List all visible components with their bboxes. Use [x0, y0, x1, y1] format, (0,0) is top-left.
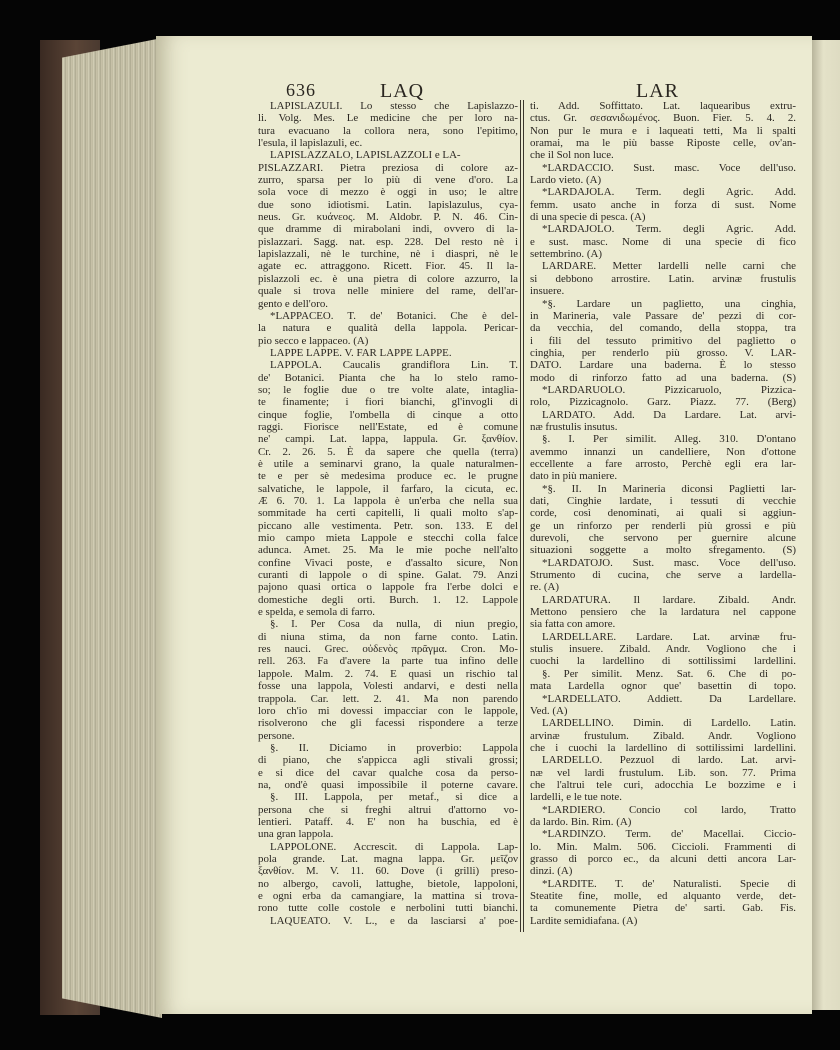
text-line: adunca. Amet. 25. Ma le mie poche nell'alto — [258, 544, 518, 557]
text-line: domestiche degli orti. Burch. 1. 12. Lappole — [258, 593, 518, 606]
text-line: *LARDIERO. Concio col lardo, Tratto — [542, 803, 796, 816]
text-line: cinghia, per renderlo più grosso. V. LAR- — [530, 346, 796, 359]
text-line: femm. usato anche in forza di sust. Nome — [530, 198, 796, 211]
text-line: so; le foglie due o tre volte alate, intaglia- — [258, 383, 518, 396]
text-line: mata Lardella ognor que' basettin di topo. — [530, 680, 796, 693]
text-line: LAPPOLONE. Accrescit. di Lappola. Lap- — [270, 840, 518, 853]
text-line: tura evacuano la collora nera, sono l'epitimo, — [258, 124, 518, 137]
text-line: lardelli, e le tue note. — [530, 791, 622, 804]
text-line: settembrino. (A) — [530, 248, 602, 261]
text-line: te finamente; i fiori bianchi, gl'invogli di — [258, 396, 518, 409]
text-line: da vecchia, del comando, della stoppa, tra — [530, 322, 796, 335]
text-line: pajono quasi ortica o lappole fra l'erbe dolci e — [258, 581, 518, 594]
text-line: *LARDITE. T. de' Naturalisti. Specie di — [542, 877, 796, 890]
right-column — [530, 100, 796, 927]
text-line: res nauci. Grec. οὐδενὸς πρᾶγμα. Cron. Mo- — [258, 643, 518, 656]
text-line: *§. II. In Marineria diconsi Paglietti lar- — [542, 482, 796, 495]
text-line: stulis insuere. Zibald. Andr. Vogliono che i — [530, 643, 796, 656]
text-line: e si dice del cavar qualche cosa da perso- — [258, 766, 518, 779]
text-line: avemmo innanzi un candelliere, Non d'ottone — [530, 445, 796, 458]
text-line: rell. 263. Fa d'avere la parte tua infino delle — [258, 655, 518, 668]
text-line: *LARDACCIO. Sust. masc. Voce dell'uso. — [542, 161, 796, 174]
text-line: rolo, Pizzicagnolo. Garz. Piazz. 77. (Berg) — [530, 396, 796, 409]
text-line: LARDARE. Metter lardelli nelle carni che — [542, 260, 796, 273]
text-line: *LARDARUOLO. Pizzicaruolo, Pizzica- — [542, 383, 796, 396]
text-line: che il Sol non luce. — [530, 149, 614, 162]
text-line: e ogni erba da camangiare, la mattina si trova- — [258, 890, 518, 902]
text-line: ta comunemente Pietra de' sarti. Gab. Fis. — [530, 902, 796, 915]
text-line: ξανθίον. M. V. 11. 60. Dove (i grilli) preso- — [258, 865, 518, 878]
text-line: LARDATURA. Il lardare. Zibald. Andr. — [542, 593, 796, 606]
text-line: di piano, che s'appicca agli stivali grossi; — [258, 754, 518, 767]
text-line: *LARDAJOLO. Term. degli Agric. Add. — [542, 223, 796, 236]
text-line: pislazzari. Sagg. nat. esp. 228. Del resto nè i — [258, 235, 518, 248]
text-line: loro ch'io mi dovessi impacciar con le lappole, — [258, 704, 518, 717]
text-line: e sust. masc. Nome di una specie di fico — [530, 235, 796, 248]
text-line: LAPISLAZULI. Lo stesso che Lapislazzo- — [270, 100, 518, 112]
text-line: confine Vivaci poste, e d'assalto sicure, Non — [258, 556, 518, 569]
text-line: grasso di porco ec., da alcuni detti ancora Lar- — [530, 852, 796, 865]
text-line: §. I. Per Cosa da nulla, di niun pregio, — [270, 618, 518, 631]
text-line: durevoli, che servono per guernire alcune — [530, 532, 796, 545]
text-line: mio campo mieta Lappole e stecchi colla falce — [258, 532, 518, 545]
text-line: de' Botanici. Pianta che ha lo stelo ramo- — [258, 371, 518, 384]
text-line: ge un rinforzo per renderli più grossi e più — [530, 519, 796, 532]
text-line: oramai, ma le più basse Riposte celle, ov'an- — [530, 137, 796, 150]
text-line: *LARDATOJO. Sust. masc. Voce dell'uso. — [542, 556, 796, 569]
text-line: agate ec. attraggono. Ricett. Fior. 45. Il la- — [258, 260, 518, 273]
text-line: Æ 6. 70. 1. La lappola è un'erba che nella sua — [258, 495, 518, 507]
text-line: §. Per similit. Menz. Sat. 6. Che di po- — [542, 667, 796, 680]
text-line: salvatiche, le lappole, il farfaro, la cicuta, ec. — [258, 482, 518, 495]
text-line: Lardo vieto. (A) — [530, 174, 602, 187]
left-column — [258, 100, 518, 927]
text-line: næ vel lardi frustulum. Lib. son. 77. Prima — [530, 766, 796, 779]
text-line: *LARDELLATO. Addiett. Da Lardellare. — [542, 692, 796, 705]
text-line: neus. Gr. κυάνεος. M. Aldobr. P. N. 46. Cin- — [258, 211, 518, 224]
text-line: LARDELLO. Pezzuol di lardo. Lat. arvi- — [542, 754, 796, 767]
text-line: lappole. Malm. 2. 74. E quasi un rischio tal — [258, 667, 518, 680]
text-line: di una specie di pesca. (A) — [530, 211, 646, 224]
text-line: lo. Min. Malm. 506. Ciccioli. Frammenti di — [530, 840, 796, 853]
text-line: eccellente a fare arrosto, Perchè egli era lar- — [530, 457, 796, 470]
text-line: sia fatta con amore. — [530, 618, 616, 631]
text-line: rono tutte colle costole e nerbolini tutti bianchi. — [258, 902, 518, 915]
text-line: ti. Add. Soffittato. Lat. laquearibus extru- — [530, 100, 796, 112]
text-line: LAPPE LAPPE. V. FAR LAPPE LAPPE. — [270, 346, 452, 359]
text-line: dinzi. (A) — [530, 865, 573, 878]
text-line: lapislazzali, nè le turchine, nè i diaspri, nè le — [258, 248, 518, 261]
text-line: che i cuochi la lardellino di sottilissimi lardellini. — [530, 741, 796, 754]
text-line: Cr. 2. 26. 5. È da sapere che quella (terra) — [258, 445, 518, 458]
text-line: re. (A) — [530, 581, 560, 594]
text-line: LARDELLINO. Dimin. di Lardello. Latin. — [542, 717, 796, 730]
text-line: corde, così denominati, ai quali si aggiun- — [530, 507, 796, 520]
text-line: pola grande. Lat. magna lappa. Gr. μεῖζον — [258, 852, 518, 865]
text-line: Steatite fine, molle, ed alquanto verde, det- — [530, 890, 796, 902]
text-line: due sono idiotismi. Latin. lapislazulus, cya- — [258, 198, 518, 211]
text-line: lentieri. Pataff. 4. E' non ha buschia, ed è — [258, 815, 518, 828]
text-line: *LARDINZO. Term. de' Macellai. Ciccio- — [542, 828, 796, 841]
text-line: Strumento di cucina, che serve a lardella- — [530, 569, 796, 582]
text-line: curanti di lappole o di spine. Galat. 79. Anzi — [258, 569, 518, 582]
text-line: LAPISLAZZALO, LAPISLAZZOLI e LA- — [270, 149, 461, 162]
text-line: in Marineria, vale Passare de' pezzi di cor- — [530, 309, 796, 322]
text-line: dato in più maniere. — [530, 470, 618, 483]
text-line: i fili del tessuto primitivo del paglietto o — [530, 334, 796, 347]
text-line: trappola. Car. lett. 2. 41. Ma non parendo — [258, 692, 518, 705]
text-line: di niuna stima, da non farne conto. Latin. — [258, 630, 518, 643]
text-line: persona che si freghi altrui d'attorno vo- — [258, 803, 518, 816]
text-line: situazioni soggette a molto sfregamento. (S) — [530, 544, 796, 557]
text-line: §. III. Lappola, per metaf., si dice a — [270, 791, 518, 804]
text-line: *LAPPACEO. T. de' Botanici. Che è del- — [270, 309, 518, 322]
text-line: si debbono arrostire. Latin. arvinæ frustulis — [530, 272, 796, 285]
text-line: da lardo. Bin. Rim. (A) — [530, 815, 632, 828]
text-line: sommitade ha certi capitelli, li quali molto s'ap- — [258, 507, 518, 520]
text-line: LAPPOLA. Caucalis grandiflora Lin. T. — [270, 359, 518, 372]
facing-page-edge — [812, 40, 840, 1010]
text-line: quale si trova nelle miniere del rame, dell'ar- — [258, 285, 518, 298]
text-line: §. II. Diciamo in proverbio: Lappola — [270, 741, 518, 754]
text-line: que dramme di mirabolani indi, ovvero di la- — [258, 223, 518, 236]
text-line: Mettono pensiero che la lardatura nel cappone — [530, 606, 796, 619]
column-divider — [520, 100, 524, 932]
text-line: piccano alle vestimenta. Petr. son. 133. E del — [258, 519, 518, 532]
text-line: pio secco e lappaceo. (A) — [258, 334, 369, 347]
text-line: modo di rinforzo fatto ad una baderna. (S) — [530, 371, 796, 384]
text-line: cuochi la lardellino di sottilissimi lardellini. — [530, 655, 796, 668]
text-line: la natura e qualità della lappola. Pericar- — [258, 322, 518, 335]
text-line: zurro, sparsa per lo più di vene d'oro. La — [258, 174, 518, 187]
text-line: e spelda, e semola di farro. — [258, 606, 376, 619]
text-line: dati, Cinghie lardate, i tessuti di vecchie — [530, 495, 796, 507]
text-line: è utile a seminarvi grano, la quale naturalmen- — [258, 457, 518, 470]
guide-word-right: LAR — [636, 80, 679, 102]
text-line: arvinæ frustulum. Zibald. Andr. Vogliono — [530, 729, 796, 742]
text-line: *LARDAJOLA. Term. degli Agric. Add. — [542, 186, 796, 199]
text-line: PISLAZZARI. Pietra preziosa di colore az- — [258, 161, 518, 174]
text-line: §. I. Per similit. Alleg. 310. D'ontano — [542, 433, 796, 446]
text-line: una gran lappola. — [258, 828, 334, 841]
text-line: *§. Lardare un paglietto, una cinghia, — [542, 297, 796, 310]
text-line: sola voce di mezzo è oggi in uso; le altre — [258, 186, 518, 199]
guide-word-left: LAQ — [380, 80, 425, 102]
text-line: na, ond'è quasi impossibile il poterne cavare. — [258, 778, 518, 791]
text-line: te e per sè medesima produce ec. le prugne — [258, 470, 518, 483]
text-line: risolverono che gli facessi rispondere a terze — [258, 717, 518, 730]
text-line: LAQUEATO. V. L., e da lasciarsi a' poe- — [270, 914, 518, 927]
text-line: LARDATO. Add. Da Lardare. Lat. arvi- — [542, 408, 796, 421]
text-line: DATO. Lardare una baderna. È lo stesso — [530, 359, 796, 372]
text-line: Ved. (A) — [530, 704, 568, 717]
text-line: persone. — [258, 729, 295, 742]
text-line: no albergo, cavoli, lattughe, bietole, lappoloni, — [258, 877, 518, 890]
text-line: Lardite semidiafana. (A) — [530, 914, 638, 927]
text-line: Non pur le mura e i laqueati tetti, Ma li spalti — [530, 124, 796, 137]
text-line: ne' campi. Lat. lappa, lappula. Gr. ξανθίον. — [258, 433, 518, 446]
text-line: ctus. Gr. σεσανιδωμένος. Buon. Fier. 5. 4. 2. — [530, 112, 796, 125]
text-line: fosse una lappola, Volesti andarvi, e desti nella — [258, 680, 518, 693]
text-line: LARDELLARE. Lardare. Lat. arvinæ fru- — [542, 630, 796, 643]
text-line: l'esula, il lapislazuli, ec. — [258, 137, 363, 150]
text-line: li. Volg. Mes. Le medicine che per loro na- — [258, 112, 518, 125]
text-line: cinque foglie, l'ombella di cinque a otto — [258, 408, 518, 421]
text-line: raggi. Fiorisce nell'Estate, ed è comune — [258, 420, 518, 433]
text-line: insuere. — [530, 285, 565, 298]
page-edges — [62, 38, 162, 1018]
text-line: gento e dell'oro. — [258, 297, 329, 310]
text-line: che l'altrui tele curi, adocchia Le bozzime e i — [530, 778, 796, 791]
text-line: pislazzoli ec. è una pietra di colore azzurro, la — [258, 272, 518, 285]
page-number: 636 — [286, 80, 316, 100]
text-line: næ frustulis insutus. — [530, 420, 618, 433]
